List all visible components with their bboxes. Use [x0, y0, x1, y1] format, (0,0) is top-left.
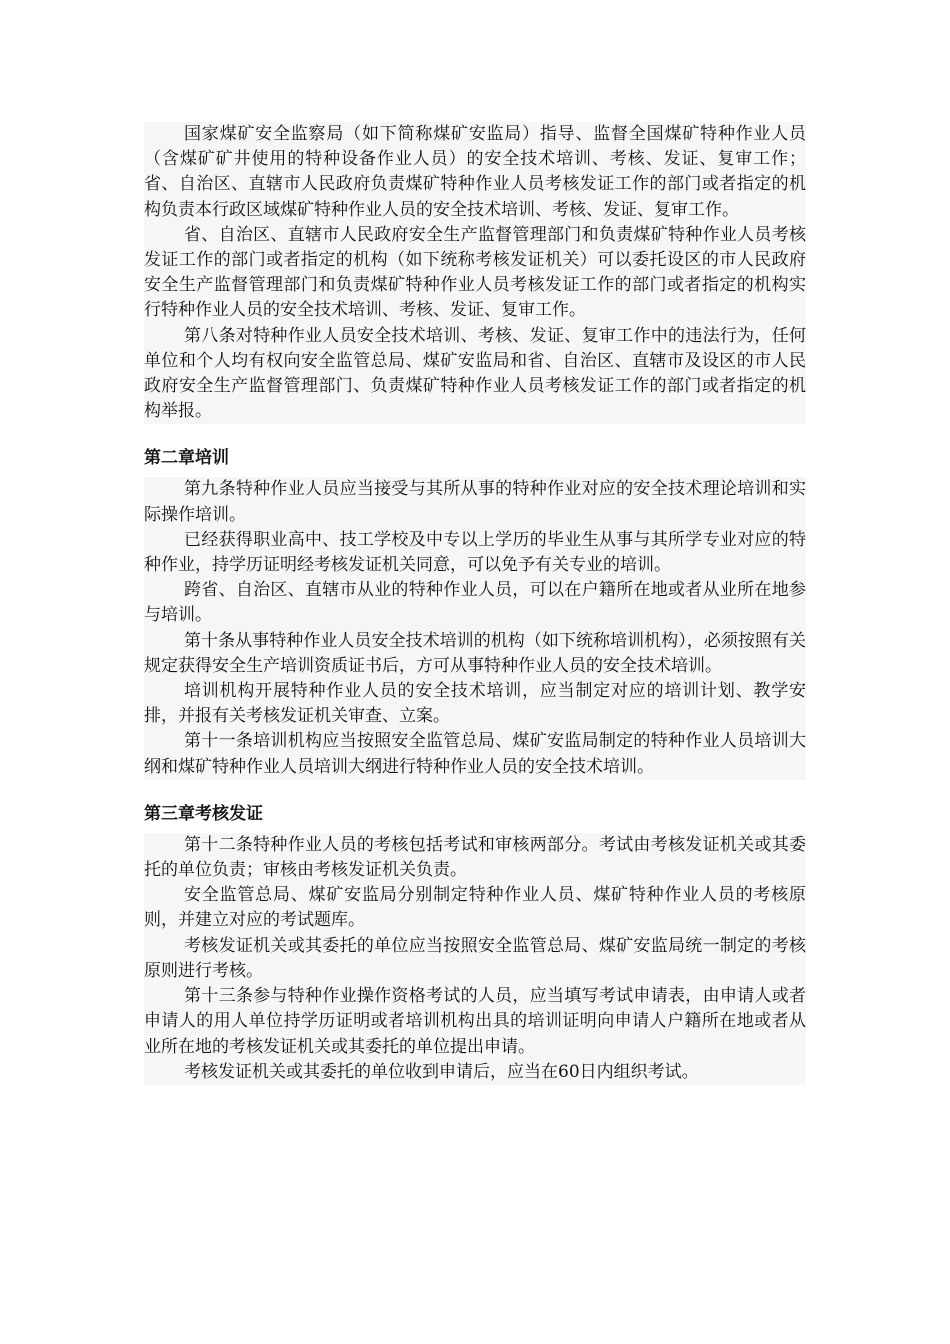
paragraph: 已经获得职业高中、技工学校及中专以上学历的毕业生从事与其所学专业对应的特种作业，持学历证明经考核发证机关同意，可以免予有关专业的培训。	[144, 529, 806, 576]
paragraph: 第九条特种作业人员应当接受与其所从事的特种作业对应的安全技术理论培训和实际操作培训。	[144, 479, 806, 525]
paragraph: 培训机构开展特种作业人员的安全技术培训，应当制定对应的培训计划、教学安排，并报有关考核发证机关审查、立案。	[144, 681, 806, 727]
chapter-heading: 第三章考核发证	[144, 802, 806, 827]
chapter-heading: 第二章培训	[144, 446, 806, 471]
paragraph: 安全监管总局、煤矿安监局分别制定特种作业人员、煤矿特种作业人员的考核原则，并建立对应的考试题库。	[144, 885, 806, 931]
paragraph: 第十二条特种作业人员的考核包括考试和审核两部分。考试由考核发证机关或其委托的单位负责；审核由考核发证机关负责。	[144, 834, 806, 881]
paragraph: 第十条从事特种作业人员安全技术培训的机构（如下统称培训机构），必须按照有关规定获得安全生产培训资质证书后，方可从事特种作业人员的安全技术培训。	[144, 630, 806, 676]
paragraph: 第十三条参与特种作业操作资格考试的人员，应当填写考试申请表，由申请人或者申请人的用人单位持学历证明或者培训机构出具的培训证明向申请人户籍所在地或者从业所在地的考核发证机关或其委托的单位提出申请。	[144, 986, 806, 1057]
paragraph: 第八条对特种作业人员安全技术培训、考核、发证、复审工作中的违法行为，任何单位和个人均有权向安全监管总局、煤矿安监局和省、自治区、直辖市及设区的市人民政府安全生产监督管理部门、负责煤矿特种作业人员考核发证工作的部门或者指定的机构举报。	[144, 325, 806, 422]
section-block-2	[144, 477, 806, 779]
document-body	[144, 122, 806, 1085]
section-block-3	[144, 833, 806, 1085]
paragraph: 省、自治区、直辖市人民政府安全生产监督管理部门和负责煤矿特种作业人员考核发证工作的部门或者指定的机构（如下统称考核发证机关）可以委托设区的市人民政府安全生产监督管理部门和负责煤矿特种作业人员考核发证工作的部门或者指定的机构实行特种作业人员的安全技术培训、考核、发证、复审工作。	[144, 224, 806, 321]
paragraph: 跨省、自治区、直辖市从业的特种作业人员，可以在户籍所在地或者从业所在地参与培训。	[144, 580, 806, 626]
paragraph: 考核发证机关或其委托的单位收到申请后，应当在60日内组织考试。	[184, 1061, 699, 1082]
paragraph: 国家煤矿安全监察局（如下简称煤矿安监局）指导、监督全国煤矿特种作业人员（含煤矿矿井使用的特种设备作业人员）的安全技术培训、考核、发证、复审工作；省、自治区、直辖市人民政府负责煤矿特种作业人员考核发证工作的部门或者指定的机构负责本行政区域煤矿特种作业人员的安全技术培训、考核、发证、复审工作。	[144, 124, 806, 220]
paragraph: 第十一条培训机构应当按照安全监管总局、煤矿安监局制定的特种作业人员培训大纲和煤矿特种作业人员培训大纲进行特种作业人员的安全技术培训。	[144, 731, 806, 777]
paragraph: 考核发证机关或其委托的单位应当按照安全监管总局、煤矿安监局统一制定的考核原则进行考核。	[144, 935, 806, 981]
section-block-1	[144, 122, 806, 424]
